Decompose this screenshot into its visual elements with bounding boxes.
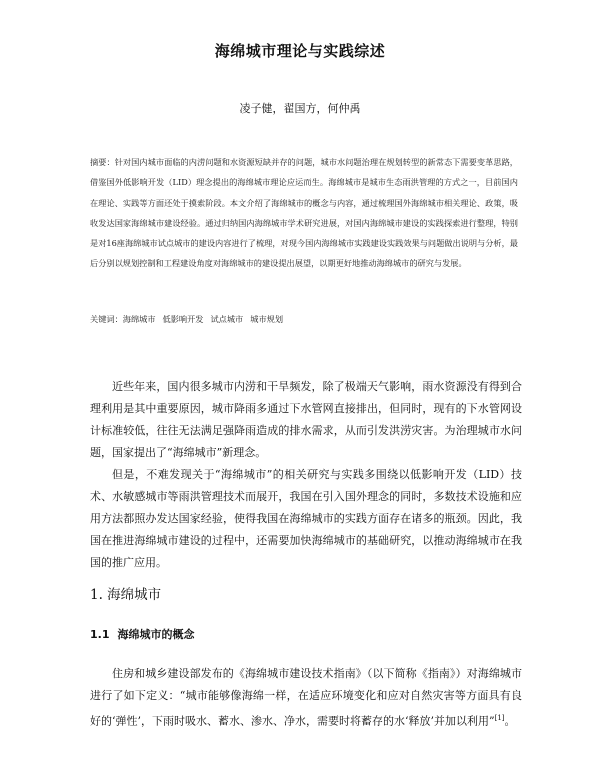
subsection-number: 1.1: [90, 628, 110, 641]
concept-text: 住房和城乡建设部发布的《海绵城市建设技术指南》（以下简称《指南》）对海绵城市进行了如下定义：“城市能够像海绵一样，在适应环境变化和应对自然灾害等方面具有良好的‘弹性’，下雨时吸水、蓄水、渗水、净水，需要时将蓄存的水‘释放’并加以利用”: [90, 667, 522, 728]
keyword: 低影响开发: [162, 314, 204, 324]
paper-authors: 凌子健，翟国方，何仲禹: [239, 102, 361, 115]
concept-end: 。: [504, 714, 516, 728]
paper-title: 海绵城市理论与实践综述: [214, 42, 386, 60]
keywords-label: 关键词：: [90, 314, 123, 324]
section-heading: 1. 海绵城市: [90, 587, 162, 603]
subsection-title: 海绵城市的概念: [117, 628, 195, 641]
intro-paragraph-2: 但是，不难发现关于“海绵城市”的相关研究与实践多围绕以低影响开发（LID）技术、水敏感城市等雨洪管理技术而展开，我国在引入国外理念的同时，多数技术设施和应用方法都照办发达国家经验，使得我国在海绵城市的实践方面存在诸多的瓶颈。因此，我国在推进海绵城市建设的过程中，还需要加快海绵城市的基础研究，以推动海绵城市在我国的推广应用。: [90, 468, 522, 569]
keyword: 试点城市: [210, 314, 244, 324]
concept-paragraph: [90, 663, 522, 733]
keyword: 城市规划: [250, 314, 284, 324]
subsection-heading: [90, 626, 195, 642]
citation-link[interactable]: [1]: [494, 714, 505, 722]
intro-paragraph-1: 近些年来，国内很多城市内涝和干旱频发，除了极端天气影响，雨水资源没有得到合理利用是其中重要原因，城市降雨多通过下水管网直接排出，但同时，现有的下水管网设计标准较低，往往无法满足强降雨造成的排水需求，从而引发洪涝灾害。为治理城市水问题，国家提出了“海绵城市”新理念。: [90, 380, 522, 459]
abstract: 摘要：针对国内城市面临的内涝问题和水资源短缺并存的问题，城市水问题治理在规划转型的新常态下需要变革思路，借鉴国外低影响开发（LID）理念提出的海绵城市理论应运而生。海绵城市是城市生态雨洪管理的方式之一，目前国内在理论、实践等方面还处于摸索阶段。本文介绍了海绵城市的概念与内容，通过梳理国外海绵城市相关理论、政策，吸收发达国家海绵城市建设经验。通过归纳国内海绵城市学术研究进展，对国内海绵城市建设的实践探索进行整理，特别是对16座海绵城市试点城市的建设内容进行了梳理，对现今国内海绵城市实践建设实践效果与问题做出说明与分析，最后分别以规划控制和工程建设角度对海绵城市的建设提出展望，以期更好地推动海绵城市的研究与发展。: [90, 157, 518, 269]
keyword: 海绵城市: [122, 314, 156, 324]
keywords: [90, 314, 290, 325]
